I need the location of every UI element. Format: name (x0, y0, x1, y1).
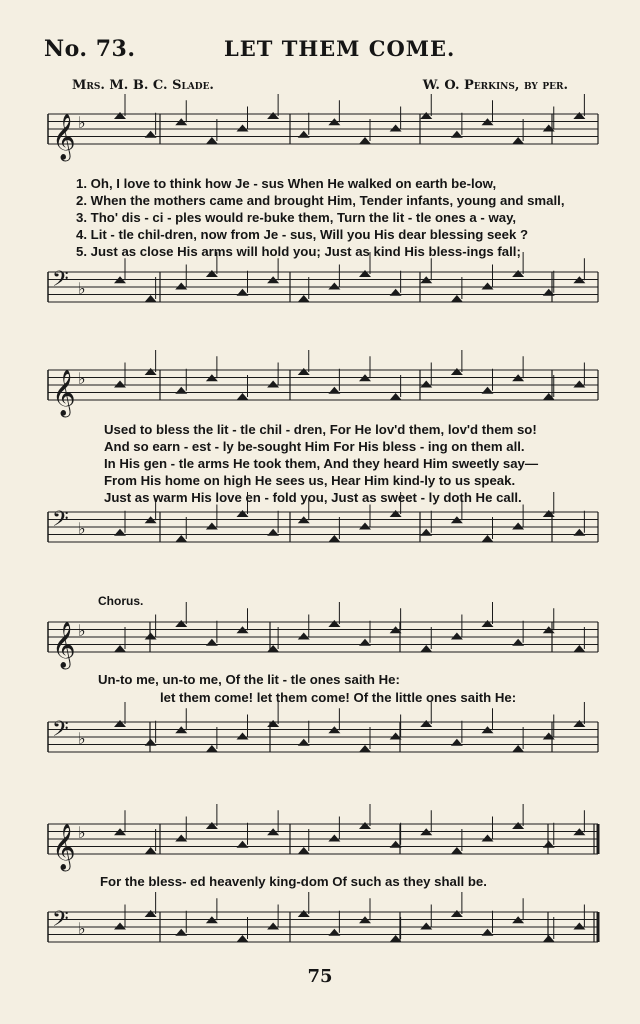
chorus-bass-lyric: let them come! let them come! Of the little ones saith He: (160, 690, 517, 705)
note-head (237, 935, 249, 942)
verse-cont-line-4: From His home on high He sees us, Hear Him kind-ly to us speak. (104, 473, 516, 488)
note-head (512, 523, 524, 530)
note-head (451, 633, 463, 640)
hymn-header (44, 36, 600, 66)
key-flat-icon: ♭ (78, 919, 86, 938)
note-head (543, 393, 555, 400)
verse-line-2: 2. When the mothers came and brought Him, Tender infants, young and small, (76, 193, 565, 208)
note-head (328, 387, 340, 394)
note-head (420, 645, 432, 652)
note-head (114, 923, 126, 930)
note-head (298, 739, 310, 746)
treble-clef-icon: 𝄞 (52, 114, 76, 160)
note-head (451, 910, 463, 917)
note-head (175, 387, 187, 394)
note-head (573, 720, 585, 727)
note-head (573, 529, 585, 536)
note-head (573, 923, 585, 930)
note-head (390, 125, 402, 132)
note-head (482, 929, 494, 936)
note-head (298, 910, 310, 917)
note-head (512, 822, 524, 829)
note-head (237, 393, 249, 400)
note-head (145, 295, 157, 302)
note-head (543, 510, 555, 517)
note-head (359, 745, 371, 752)
note-head (543, 841, 555, 848)
note-head (543, 125, 555, 132)
note-head (573, 112, 585, 119)
note-head (451, 131, 463, 138)
verse-cont-line-5: Just as warm His love en - fold you, Just as sweet - ly doth He call. (104, 490, 522, 505)
note-head (298, 295, 310, 302)
note-head (237, 510, 249, 517)
note-head (175, 283, 187, 290)
key-flat-icon: ♭ (78, 279, 86, 298)
key-flat-icon: ♭ (78, 519, 86, 538)
note-head (206, 523, 218, 530)
note-head (237, 125, 249, 132)
note-head (482, 387, 494, 394)
note-head (267, 720, 279, 727)
key-flat-icon: ♭ (78, 823, 86, 842)
verse-line-1: 1. Oh, I love to think how Je - sus When He walked on earth be-low, (76, 176, 497, 191)
note-head (482, 620, 494, 627)
note-head (114, 645, 126, 652)
note-head (573, 381, 585, 388)
note-head (543, 289, 555, 296)
key-flat-icon: ♭ (78, 113, 86, 132)
note-head (145, 131, 157, 138)
note-head (145, 739, 157, 746)
verse-cont-line-2: And so earn - est - ly be-sought Him For His bless - ing on them all. (104, 439, 525, 454)
note-head (543, 935, 555, 942)
hymn-title: LET THEM COME. (224, 36, 456, 61)
verse-line-3: 3. Tho' dis - ci - ples would re-buke them, Turn the lit - tle ones a - way, (76, 210, 517, 225)
note-head (512, 137, 524, 144)
treble-clef-icon: 𝄞 (52, 370, 76, 416)
verse-cont-line-1: Used to bless the lit - tle chil - dren, For He lov'd them, lov'd them so! (104, 422, 537, 437)
note-head (390, 510, 402, 517)
note-head (267, 923, 279, 930)
verse-line-4: 4. Lit - tle chil-dren, now from Je - sus, Will you His dear blessing seek ? (76, 227, 529, 242)
note-head (145, 910, 157, 917)
note-head (298, 368, 310, 375)
bass-clef-icon: 𝄢 (52, 507, 69, 537)
note-head (298, 131, 310, 138)
note-head (328, 620, 340, 627)
bass-clef-icon: 𝄢 (52, 717, 69, 747)
note-head (237, 841, 249, 848)
note-head (175, 929, 187, 936)
note-head (390, 393, 402, 400)
note-head (206, 745, 218, 752)
note-head (512, 745, 524, 752)
note-head (114, 720, 126, 727)
note-head (451, 295, 463, 302)
key-flat-icon: ♭ (78, 621, 86, 640)
note-head (328, 283, 340, 290)
treble-clef-icon: 𝄞 (52, 824, 76, 870)
note-head (420, 923, 432, 930)
note-head (482, 283, 494, 290)
note-head (420, 720, 432, 727)
note-head (237, 289, 249, 296)
note-head (237, 733, 249, 740)
note-head (328, 535, 340, 542)
note-head (114, 381, 126, 388)
verse-cont-line-3: In His gen - tle arms He took them, And they heard Him sweetly say— (104, 456, 539, 471)
composer-credit: W. O. Perkins, by per. (422, 78, 568, 93)
note-head (114, 529, 126, 536)
key-flat-icon: ♭ (78, 729, 86, 748)
note-head (267, 645, 279, 652)
note-head (573, 645, 585, 652)
note-head (267, 112, 279, 119)
note-head (145, 847, 157, 854)
note-head (175, 535, 187, 542)
note-head (482, 535, 494, 542)
note-head (267, 381, 279, 388)
page-number: 75 (307, 966, 333, 987)
note-head (451, 368, 463, 375)
treble-clef-icon: 𝄞 (52, 622, 76, 668)
note-head (328, 835, 340, 842)
note-head (114, 112, 126, 119)
note-head (451, 847, 463, 854)
note-head (390, 289, 402, 296)
note-head (206, 639, 218, 646)
note-head (175, 620, 187, 627)
chorus-treble-lyric: Un-to me, un-to me, Of the lit - tle ones saith He: (98, 672, 400, 687)
note-head (451, 739, 463, 746)
final-lyric: For the bless- ed heavenly king-dom Of such as they shall be. (100, 874, 487, 889)
note-head (512, 270, 524, 277)
hymn-number: No. 73. (44, 36, 136, 62)
note-head (359, 523, 371, 530)
note-head (328, 929, 340, 936)
note-head (482, 835, 494, 842)
note-head (267, 529, 279, 536)
key-flat-icon: ♭ (78, 369, 86, 388)
note-head (420, 381, 432, 388)
note-head (543, 733, 555, 740)
lyricist-credit: Mrs. M. B. C. Slade. (72, 78, 214, 93)
note-head (359, 270, 371, 277)
note-head (298, 847, 310, 854)
note-head (359, 137, 371, 144)
chorus-label: Chorus. (98, 594, 144, 608)
note-head (359, 639, 371, 646)
note-head (206, 822, 218, 829)
note-head (206, 137, 218, 144)
bass-clef-icon: 𝄢 (52, 907, 69, 937)
note-head (512, 639, 524, 646)
note-head (359, 822, 371, 829)
verse-line-5: 5. Just as close His arms will hold you; Just as kind His bless-ings fall; (76, 244, 521, 259)
note-head (298, 633, 310, 640)
note-head (206, 270, 218, 277)
note-head (145, 368, 157, 375)
note-head (145, 633, 157, 640)
note-head (420, 112, 432, 119)
note-head (175, 835, 187, 842)
note-head (420, 529, 432, 536)
bass-clef-icon: 𝄢 (52, 267, 69, 297)
